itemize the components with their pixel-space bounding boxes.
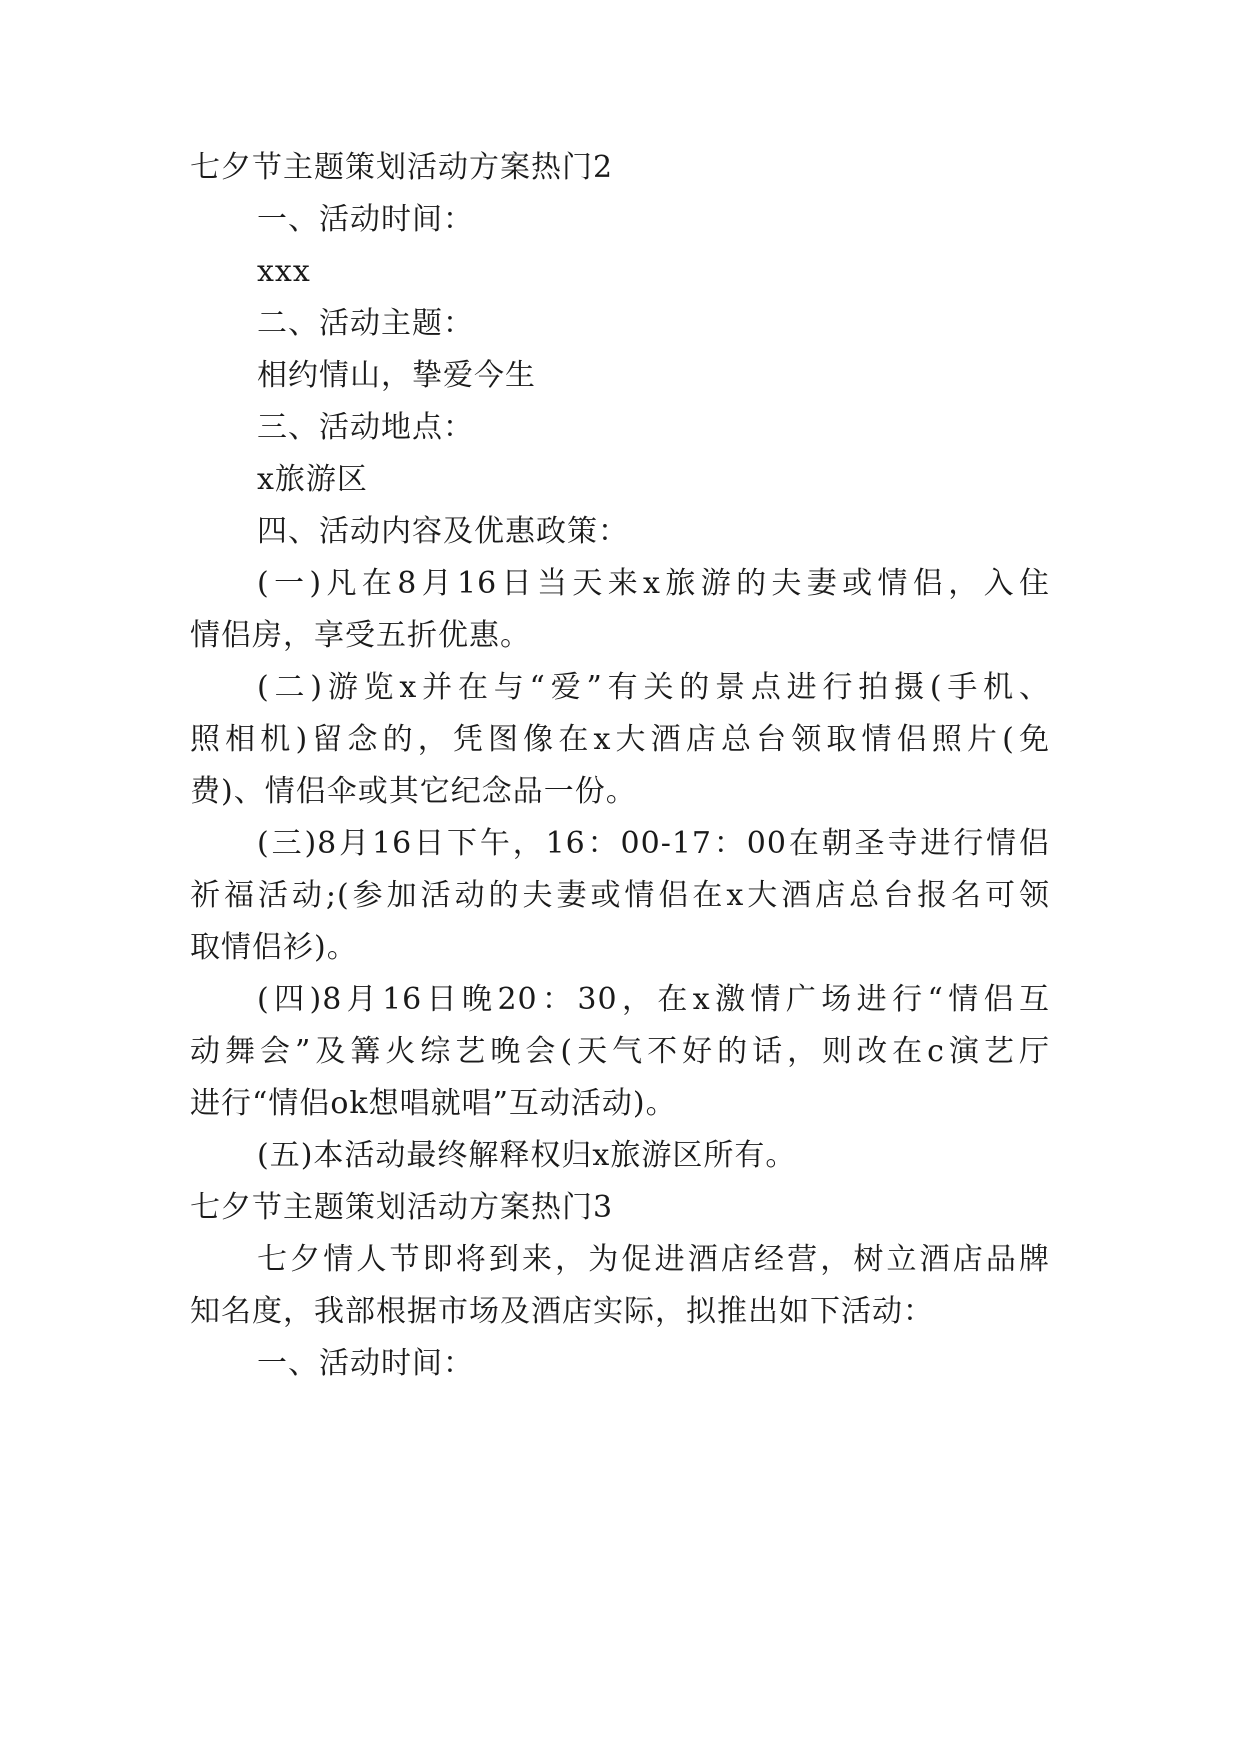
heading-theme: 二、活动主题： xyxy=(257,306,474,341)
item-2-line-3: 费)、情侣伞或其它纪念品一份。 xyxy=(190,774,637,809)
section-title-3: 七夕节主题策划活动方案热门3 xyxy=(190,1190,614,1225)
item-5: (五)本活动最终解释权归x旅游区所有。 xyxy=(257,1138,797,1173)
heading-time: 一、活动时间： xyxy=(257,202,474,237)
place-value: x旅游区 xyxy=(257,462,368,497)
item-4-line-2: 动舞会”及篝火综艺晚会(天气不好的话，则改在c演艺厅 xyxy=(190,1034,1050,1069)
item-3-line-3: 取情侣衫)。 xyxy=(190,930,358,965)
item-3-line-2: 祈福活动;(参加活动的夫妻或情侣在x大酒店总台报名可领 xyxy=(190,878,1050,913)
item-4-line-3: 进行“情侣ok想唱就唱”互动活动)。 xyxy=(190,1086,677,1121)
intro-line-1: 七夕情人节即将到来，为促进酒店经营，树立酒店品牌 xyxy=(257,1242,1050,1277)
item-2-line-2: 照相机)留念的，凭图像在x大酒店总台领取情侣照片(免 xyxy=(190,722,1050,757)
heading-time-3: 一、活动时间： xyxy=(257,1346,474,1381)
intro-line-2: 知名度，我部根据市场及酒店实际，拟推出如下活动： xyxy=(190,1294,934,1329)
heading-place: 三、活动地点： xyxy=(257,410,474,445)
heading-content: 四、活动内容及优惠政策： xyxy=(257,514,629,549)
item-4-line-1: (四)8月16日晚20：30，在x激情广场进行“情侣互 xyxy=(257,982,1050,1017)
item-3-line-1: (三)8月16日下午，16：00-17：00在朝圣寺进行情侣 xyxy=(257,826,1050,861)
section-title: 七夕节主题策划活动方案热门2 xyxy=(190,150,614,185)
item-1-line-1: (一)凡在8月16日当天来x旅游的夫妻或情侣，入住 xyxy=(257,566,1050,601)
theme-value: 相约情山，挚爱今生 xyxy=(257,358,536,393)
time-value: xxx xyxy=(257,254,311,289)
item-1-line-2: 情侣房，享受五折优惠。 xyxy=(190,618,531,653)
item-2-line-1: (二)游览x并在与“爱”有关的景点进行拍摄(手机、 xyxy=(257,670,1050,705)
